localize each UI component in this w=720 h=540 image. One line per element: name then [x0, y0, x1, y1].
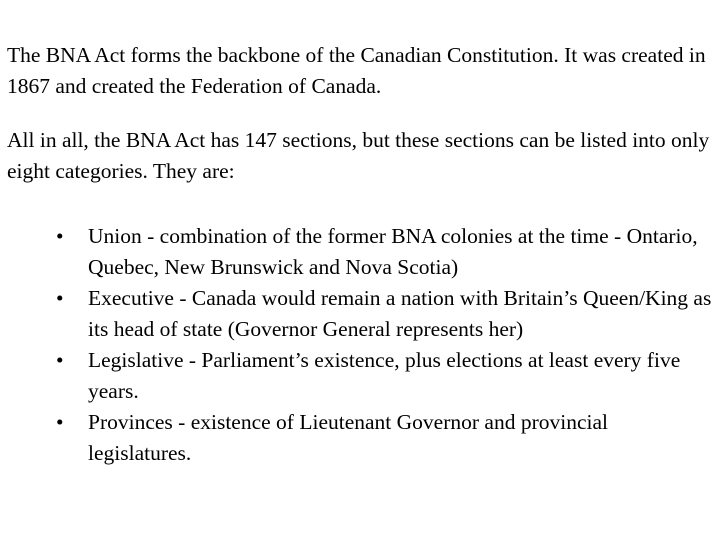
category-list — [52, 221, 712, 469]
bullet-icon: • — [56, 286, 64, 310]
list-item-text: Union - combination of the former BNA colonies at the time - Ontario, Quebec, New Brunswick and Nova Scotia) — [88, 224, 698, 279]
list-item-text: Executive - Canada would remain a nation with Britain’s Queen/King as its head of state (Governor General represents her) — [88, 286, 712, 341]
bullet-icon: • — [56, 224, 64, 248]
list-item-text: Provinces - existence of Lieutenant Governor and provincial legislatures. — [88, 410, 608, 465]
bullet-icon: • — [56, 348, 64, 372]
list-item-union — [52, 221, 712, 283]
intro-paragraph: The BNA Act forms the backbone of the Canadian Constitution. It was created in 1867 and created the Federation of Canada. — [7, 43, 706, 98]
list-item-legislative — [52, 345, 712, 407]
list-item-provinces — [52, 407, 712, 469]
list-item-text: Legislative - Parliament’s existence, plus elections at least every five years. — [88, 348, 681, 403]
list-item-executive — [52, 283, 712, 345]
bullet-icon: • — [56, 410, 64, 434]
sections-paragraph: All in all, the BNA Act has 147 sections, but these sections can be listed into only eight categories. They are: — [7, 128, 710, 183]
